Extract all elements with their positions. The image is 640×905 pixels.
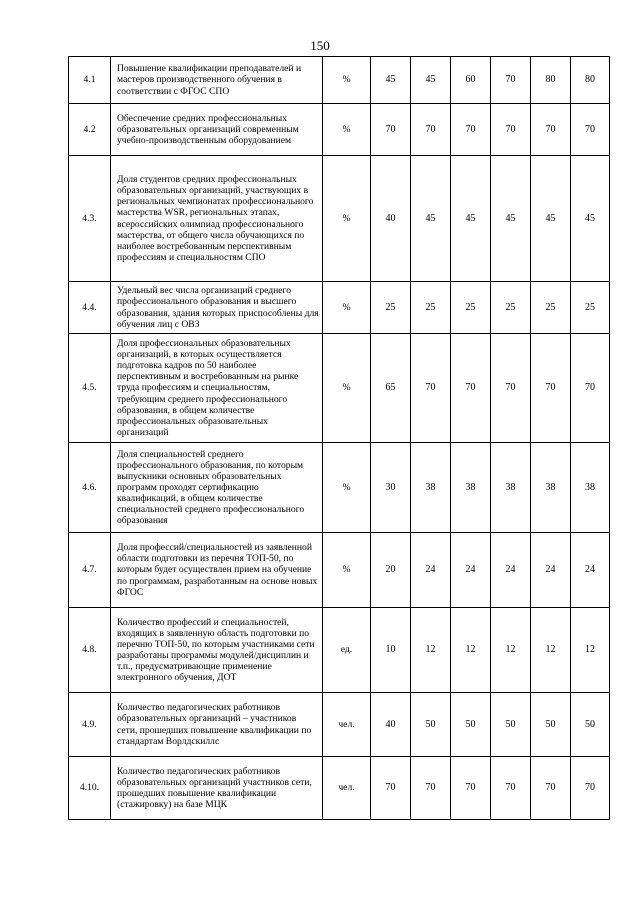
value-cell: 50: [451, 693, 491, 757]
unit-cell: чел.: [323, 693, 371, 757]
indicator-text: Обеспечение средних профессиональных образовательных организаций современным учебно-производственным оборудованием: [111, 104, 323, 156]
unit-cell: %: [323, 57, 371, 104]
value-cell: 70: [411, 757, 451, 820]
value-cell: 50: [531, 693, 571, 757]
value-cell: 60: [451, 57, 491, 104]
row-number: 4.1: [69, 57, 111, 104]
row-number: 4.8.: [69, 608, 111, 693]
value-cell: 45: [411, 156, 451, 282]
value-cell: 50: [571, 693, 610, 757]
value-cell: 24: [531, 533, 571, 608]
value-cell: 12: [531, 608, 571, 693]
indicator-text: Количество педагогических работников образовательных организаций – участников сети, прошедших повышение квалификации по стандартам Ворлдскиллс: [111, 693, 323, 757]
value-cell: 50: [411, 693, 451, 757]
table-row: [69, 104, 610, 156]
value-cell: 70: [411, 334, 451, 443]
value-cell: 45: [531, 156, 571, 282]
value-cell: 70: [451, 757, 491, 820]
value-cell: 65: [371, 334, 411, 443]
row-number: 4.10.: [69, 757, 111, 820]
row-number: 4.9.: [69, 693, 111, 757]
value-cell: 70: [491, 57, 531, 104]
value-cell: 25: [451, 282, 491, 334]
indicators-table: [68, 56, 610, 820]
table-row: [69, 443, 610, 533]
value-cell: 70: [491, 757, 531, 820]
indicator-text: Доля профессий/специальностей из заявленной области подготовки из перечня ТОП-50, по которым будет осуществлен прием на обучение по программам, разработанным на основе новых ФГОС: [111, 533, 323, 608]
value-cell: 80: [571, 57, 610, 104]
value-cell: 24: [571, 533, 610, 608]
value-cell: 70: [571, 104, 610, 156]
value-cell: 50: [491, 693, 531, 757]
value-cell: 45: [571, 156, 610, 282]
value-cell: 45: [451, 156, 491, 282]
value-cell: 70: [371, 104, 411, 156]
value-cell: 25: [531, 282, 571, 334]
value-cell: 70: [531, 104, 571, 156]
table-row: [69, 282, 610, 334]
indicator-text: Доля специальностей среднего профессионального образования, по которым выпускники основных образовательных программ проходят сертификацию квалификаций, в общем количестве специальностей среднего профессионального образования: [111, 443, 323, 533]
row-number: 4.4.: [69, 282, 111, 334]
value-cell: 38: [571, 443, 610, 533]
indicator-text: Количество профессий и специальностей, входящих в заявленную область подготовки по перечню ТОП-50, по которым участниками сети разработаны программы модулей/дисциплин и т.п., предусматривающие применение электронного обучения, ДОТ: [111, 608, 323, 693]
row-number: 4.5.: [69, 334, 111, 443]
row-number: 4.7.: [69, 533, 111, 608]
value-cell: 80: [531, 57, 571, 104]
unit-cell: %: [323, 443, 371, 533]
value-cell: 24: [411, 533, 451, 608]
row-number: 4.3.: [69, 156, 111, 282]
value-cell: 45: [371, 57, 411, 104]
unit-cell: %: [323, 104, 371, 156]
value-cell: 40: [371, 156, 411, 282]
value-cell: 70: [451, 334, 491, 443]
table-row: [69, 693, 610, 757]
indicator-text: Доля профессиональных образовательных организаций, в которых осуществляется подготовка кадров по 50 наиболее перспективным и востребованным на рынке труда профессиям и специальностям, требующим среднего профессионального образования, в общем количестве профессиональных образовательных организаций: [111, 334, 323, 443]
value-cell: 25: [371, 282, 411, 334]
indicator-text: Количество педагогических работников образовательных организаций участников сети, прошедших повышение квалификации (стажировку) на базе МЦК: [111, 757, 323, 820]
value-cell: 70: [571, 334, 610, 443]
value-cell: 30: [371, 443, 411, 533]
value-cell: 12: [411, 608, 451, 693]
value-cell: 45: [491, 156, 531, 282]
value-cell: 70: [571, 757, 610, 820]
value-cell: 70: [371, 757, 411, 820]
row-number: 4.2: [69, 104, 111, 156]
value-cell: 38: [451, 443, 491, 533]
table-row: [69, 334, 610, 443]
value-cell: 70: [531, 334, 571, 443]
value-cell: 70: [491, 334, 531, 443]
table-row: [69, 533, 610, 608]
value-cell: 25: [571, 282, 610, 334]
value-cell: 45: [411, 57, 451, 104]
table-row: [69, 608, 610, 693]
value-cell: 12: [491, 608, 531, 693]
value-cell: 70: [411, 104, 451, 156]
value-cell: 20: [371, 533, 411, 608]
indicator-text: Повышение квалификации преподавателей и мастеров производственного обучения в соответствии с ФГОС СПО: [111, 57, 323, 104]
value-cell: 24: [491, 533, 531, 608]
unit-cell: %: [323, 156, 371, 282]
value-cell: 12: [451, 608, 491, 693]
indicator-text: Удельный вес числа организаций среднего профессионального образования и высшего образования, здания которых приспособлены для обучения лиц с ОВЗ: [111, 282, 323, 334]
page-number: 150: [310, 38, 330, 53]
value-cell: 24: [451, 533, 491, 608]
value-cell: 10: [371, 608, 411, 693]
value-cell: 70: [451, 104, 491, 156]
table-row: [69, 57, 610, 104]
table-row: [69, 757, 610, 820]
unit-cell: %: [323, 282, 371, 334]
value-cell: 38: [491, 443, 531, 533]
unit-cell: %: [323, 533, 371, 608]
unit-cell: чел.: [323, 757, 371, 820]
value-cell: 70: [531, 757, 571, 820]
value-cell: 70: [491, 104, 531, 156]
value-cell: 40: [371, 693, 411, 757]
value-cell: 38: [411, 443, 451, 533]
unit-cell: %: [323, 334, 371, 443]
value-cell: 25: [411, 282, 451, 334]
unit-cell: ед.: [323, 608, 371, 693]
value-cell: 25: [491, 282, 531, 334]
row-number: 4.6.: [69, 443, 111, 533]
indicator-text: Доля студентов средних профессиональных образовательных организаций, участвующих в региональных чемпионатах профессионального мастерства WSR, региональных этапах, всероссийских олимпиад профессионального мастерства, от общего числа обучающихся по наиболее востребованным перспективным профессиям и специальностям СПО: [111, 156, 323, 282]
table-row: [69, 156, 610, 282]
value-cell: 38: [531, 443, 571, 533]
value-cell: 12: [571, 608, 610, 693]
